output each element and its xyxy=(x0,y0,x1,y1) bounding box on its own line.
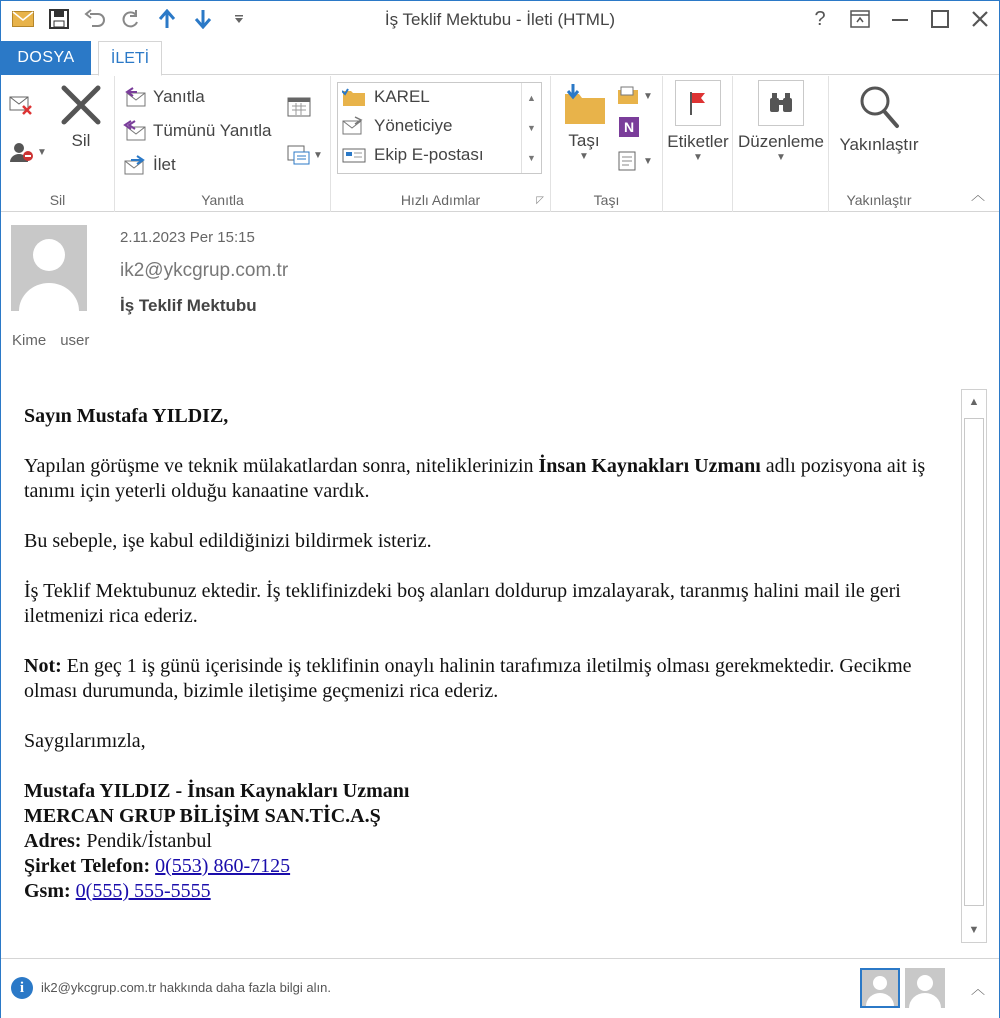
paragraph-acceptance: Bu sebeple, işe kabul edildiğinizi bildirmek isteriz. xyxy=(24,530,432,552)
message-header xyxy=(1,212,999,362)
quick-steps-scroll-up-icon[interactable]: ▲ xyxy=(527,93,536,103)
ignore-conversation-icon[interactable] xyxy=(9,94,35,121)
team-email-icon xyxy=(342,145,366,165)
move-button[interactable] xyxy=(559,82,609,162)
scroll-down-icon[interactable]: ▼ xyxy=(968,924,980,936)
paragraph-note: Not: En geç 1 iş günü içerisinde iş teklifinin onaylı halinin tarafımıza iletilmiş olması gerekmektedir. Gecikme olması durumunda, bizimle iletişime geçmenizi rica ederiz. xyxy=(24,655,912,702)
quick-step-item[interactable] xyxy=(342,116,452,136)
editing-button[interactable] xyxy=(735,80,827,163)
people-pane xyxy=(1,958,999,1018)
reply-all-icon xyxy=(123,120,147,142)
scrollbar-thumb[interactable] xyxy=(964,418,984,906)
sender-avatar[interactable] xyxy=(11,225,87,311)
person-icon xyxy=(862,970,898,1006)
tags-button-label: Etiketler xyxy=(667,132,729,151)
svg-text:N: N xyxy=(624,119,635,135)
editing-group xyxy=(733,76,829,212)
meeting-icon[interactable] xyxy=(287,96,311,123)
forward-label: İlet xyxy=(153,155,176,174)
paragraph-attachment: İş Teklif Mektubunuz ektedir. İş teklifinizdeki boş alanları doldurup imzalayarak, taranmış halini mail ile geri iletmenizi rica ederiz. xyxy=(24,580,901,627)
chevron-down-icon: ▼ xyxy=(776,152,786,163)
chevron-down-icon: ▼ xyxy=(693,152,703,163)
people-avatar[interactable] xyxy=(905,968,945,1008)
more-respond-icon[interactable]: ▼ xyxy=(287,144,323,166)
signature-phone: Şirket Telefon: 0(553) 860-7125 xyxy=(24,855,291,877)
reply-button[interactable] xyxy=(123,86,205,108)
people-avatar-selected[interactable] xyxy=(860,968,900,1008)
maximize-icon[interactable] xyxy=(927,5,953,33)
folder-icon xyxy=(342,87,366,107)
recipient-line xyxy=(12,332,103,349)
quick-step-label: Yöneticiye xyxy=(374,116,453,135)
actions-icon[interactable]: ▼ xyxy=(617,150,653,172)
reply-all-button[interactable] xyxy=(123,120,271,142)
tags-group xyxy=(663,76,733,212)
delete-x-icon xyxy=(59,84,103,126)
delete-group xyxy=(1,76,115,212)
person-icon xyxy=(905,968,945,1008)
quick-steps-group-label: Hızlı Adımlar xyxy=(400,192,481,208)
recipient-name[interactable]: user xyxy=(60,332,90,349)
delete-button-label: Sil xyxy=(71,131,91,150)
tab-file[interactable]: DOSYA xyxy=(1,41,91,75)
zoom-button-label: Yakınlaştır xyxy=(839,135,919,154)
info-icon: i xyxy=(11,977,33,999)
rules-icon[interactable]: ▼ xyxy=(617,86,653,106)
paragraph-offer: Yapılan görüşme ve teknik mülakatlardan sonra, niteliklerinizin İnsan Kaynakları Uzmanı adlı pozisyona ait iş tanımı için yeterli olduğu kanaatine vardık. xyxy=(24,455,926,502)
closing: Saygılarımızla, xyxy=(24,730,146,752)
signature-name: Mustafa YILDIZ - İnsan Kaynakları Uzmanı xyxy=(24,780,410,802)
person-icon xyxy=(11,225,87,311)
window-title: İş Teklif Mektubu - İleti (HTML) xyxy=(384,10,616,29)
signature xyxy=(24,779,956,904)
quick-steps-scroll-down-icon[interactable]: ▼ xyxy=(527,123,536,133)
magnifier-icon xyxy=(856,82,902,130)
people-pane-info[interactable]: ik2@ykcgrup.com.tr hakkında daha fazla bilgi alın. xyxy=(41,980,331,995)
body-scrollbar[interactable] xyxy=(961,389,987,943)
dialog-launcher-icon[interactable]: ◸ xyxy=(536,195,544,206)
flag-icon xyxy=(675,80,721,126)
mail-content xyxy=(24,404,956,904)
title-bar xyxy=(1,1,999,39)
greeting: Sayın Mustafa YILDIZ, xyxy=(24,405,229,427)
chevron-down-icon: ▼ xyxy=(579,151,589,162)
move-folder-icon xyxy=(561,82,607,126)
help-button[interactable]: ? xyxy=(814,7,826,30)
quick-step-label: Ekip E-postası xyxy=(374,145,484,164)
signature-address: Adres: Pendik/İstanbul xyxy=(24,830,212,852)
scroll-up-icon[interactable]: ▲ xyxy=(968,396,980,408)
forward-mail-icon xyxy=(342,116,366,136)
quick-steps-group xyxy=(331,76,551,212)
quick-steps-gallery xyxy=(337,82,542,174)
delete-button[interactable] xyxy=(59,84,103,151)
ribbon xyxy=(1,76,999,212)
respond-group-label: Yanıtla xyxy=(201,192,244,208)
message-body xyxy=(1,386,961,956)
window-controls xyxy=(807,5,993,33)
reply-label: Yanıtla xyxy=(153,87,205,106)
signature-gsm: Gsm: 0(555) 555-5555 xyxy=(24,880,211,902)
to-label: Kime xyxy=(12,332,47,349)
quick-steps-more-icon[interactable]: ▼ xyxy=(527,153,536,163)
close-icon[interactable] xyxy=(967,5,993,33)
minimize-icon[interactable] xyxy=(887,5,913,33)
tags-button[interactable] xyxy=(665,80,731,163)
onenote-icon[interactable] xyxy=(617,116,641,143)
binoculars-icon xyxy=(758,80,804,126)
forward-button[interactable] xyxy=(123,154,176,176)
ribbon-tabs xyxy=(1,39,999,75)
signature-company: MERCAN GRUP BİLİŞİM SAN.TİC.A.Ş xyxy=(24,805,381,827)
quick-step-item[interactable] xyxy=(342,87,430,107)
ribbon-display-options-icon[interactable] xyxy=(847,5,873,33)
message-subject: İş Teklif Mektubu xyxy=(120,296,257,315)
sender-address[interactable]: ik2@ykcgrup.com.tr xyxy=(120,260,289,281)
move-group xyxy=(551,76,663,212)
zoom-group xyxy=(829,76,929,212)
editing-button-label: Düzenleme xyxy=(738,132,824,151)
gsm-link[interactable]: 0(555) 555-5555 xyxy=(75,880,211,902)
zoom-group-label: Yakınlaştır xyxy=(846,192,912,208)
delete-group-label: Sil xyxy=(49,192,66,208)
message-date: 2.11.2023 Per 15:15 xyxy=(120,229,255,246)
collapse-ribbon-icon[interactable]: ︿ xyxy=(971,187,985,203)
reply-icon xyxy=(123,86,147,108)
move-group-label: Taşı xyxy=(593,192,620,208)
junk-icon[interactable]: ▼ xyxy=(9,140,47,164)
zoom-button[interactable] xyxy=(831,82,927,155)
tab-message[interactable]: İLETİ xyxy=(98,41,162,76)
phone-link[interactable]: 0(553) 860-7125 xyxy=(155,855,291,877)
forward-icon xyxy=(123,154,147,176)
reply-all-label: Tümünü Yanıtla xyxy=(153,121,272,140)
respond-group xyxy=(115,76,331,212)
move-button-label: Taşı xyxy=(568,131,600,150)
expand-people-pane-icon[interactable]: ︿ xyxy=(971,981,985,997)
quick-steps-scrollbar xyxy=(521,83,541,173)
quick-step-item[interactable] xyxy=(342,145,484,165)
quick-step-label: KAREL xyxy=(374,87,430,106)
